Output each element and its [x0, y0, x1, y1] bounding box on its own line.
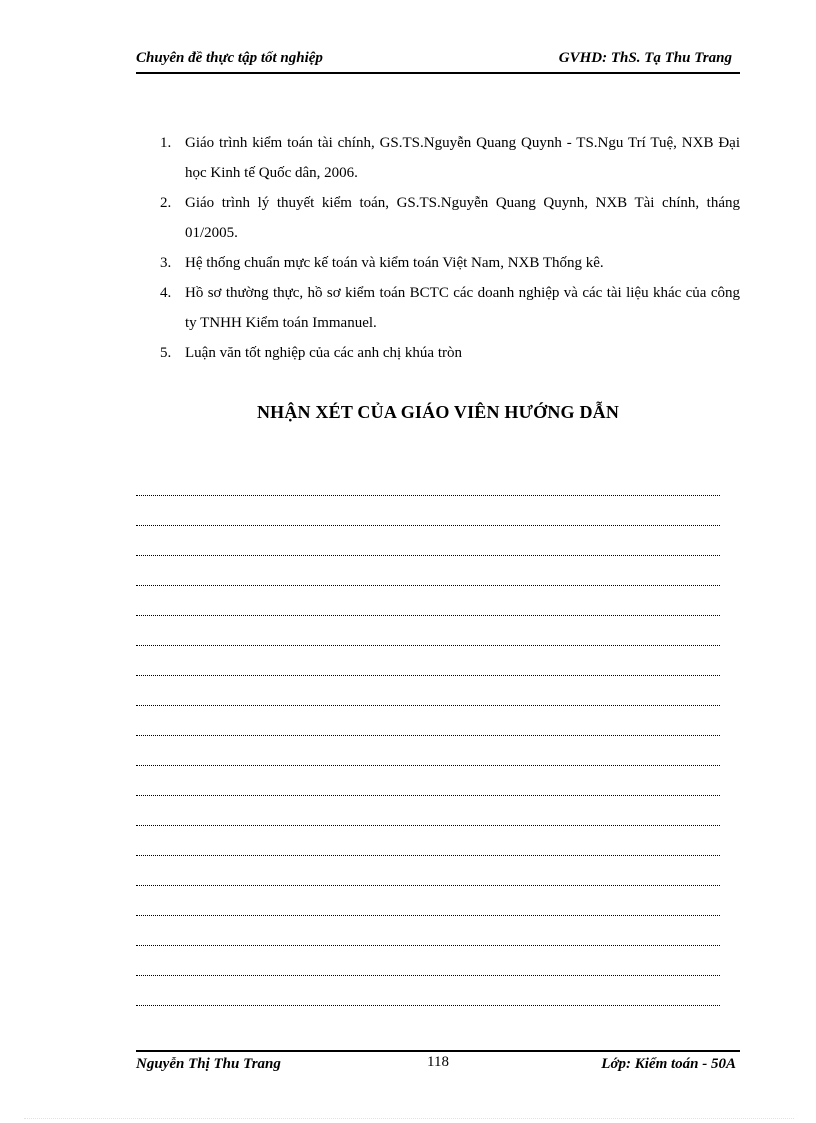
header-advisor: GVHD: ThS. Tạ Thu Trang: [558, 50, 732, 66]
comment-line: [136, 616, 720, 646]
reference-text: Giáo trình kiểm toán tài chính, GS.TS.Nguyễn Quang Quynh - TS.Ngu Trí Tuệ, NXB Đại học Kinh tế Quốc dân, 2006.: [185, 135, 740, 181]
comment-line: [136, 736, 720, 766]
comment-line: [136, 976, 720, 1006]
reference-text: Giáo trình lý thuyết kiểm toán, GS.TS.Nguyễn Quang Quynh, NXB Tài chính, tháng 01/2005.: [185, 195, 740, 241]
reference-number: 5.: [160, 345, 172, 361]
page-bottom-divider: [24, 1118, 794, 1119]
reference-list: [136, 128, 740, 368]
page-header: [136, 48, 740, 74]
footer-class: Lớp: Kiểm toán - 50A: [601, 1056, 736, 1072]
page-number: 118: [427, 1054, 449, 1070]
comment-line: [136, 706, 720, 736]
reference-text: Hồ sơ thường thực, hồ sơ kiểm toán BCTC các doanh nghiệp và các tài liệu khác của công ty TNHH Kiểm toán Immanuel.: [185, 285, 740, 331]
reference-number: 4.: [160, 285, 172, 301]
reference-number: 2.: [160, 195, 172, 211]
reference-item: [136, 128, 740, 188]
comment-line: [136, 526, 720, 556]
comment-line: [136, 856, 720, 886]
comment-line: [136, 796, 720, 826]
comment-lines: [136, 466, 720, 1006]
reference-number: 3.: [160, 255, 172, 271]
reference-text: Luận văn tốt nghiệp của các anh chị khúa tròn: [185, 345, 462, 361]
comment-line: [136, 826, 720, 856]
reference-item: [136, 248, 740, 278]
section-title: NHẬN XÉT CỦA GIÁO VIÊN HƯỚNG DẪN: [256, 402, 620, 422]
footer-author: Nguyễn Thị Thu Trang: [136, 1056, 281, 1072]
reference-item: [136, 278, 740, 338]
reference-text: Hệ thống chuẩn mực kế toán và kiểm toán Việt Nam, NXB Thống kê.: [185, 255, 604, 271]
reference-item: [136, 338, 740, 368]
header-topic: Chuyên đề thực tập tốt nghiệp: [136, 50, 323, 66]
comment-line: [136, 916, 720, 946]
comment-line: [136, 556, 720, 586]
comment-line: [136, 496, 720, 526]
page-footer: [136, 1050, 740, 1082]
comment-line: [136, 766, 720, 796]
comment-line: [136, 466, 720, 496]
comment-line: [136, 586, 720, 616]
comment-line: [136, 886, 720, 916]
comment-line: [136, 646, 720, 676]
reference-number: 1.: [160, 135, 172, 151]
reference-item: [136, 188, 740, 248]
comment-line: [136, 676, 720, 706]
comment-line: [136, 946, 720, 976]
